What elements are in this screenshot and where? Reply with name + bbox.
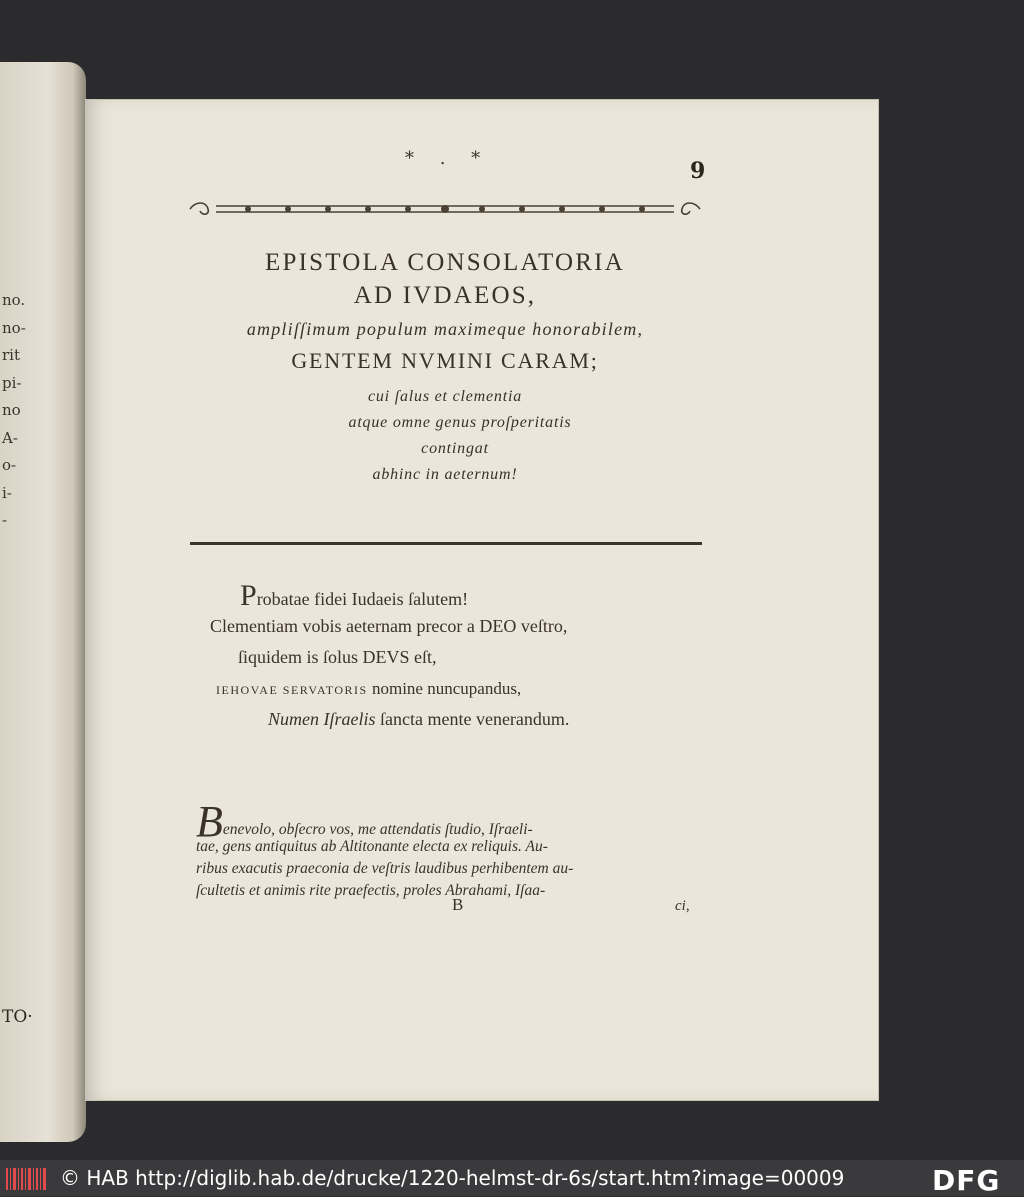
title-line: abhinc in aeternum! — [372, 466, 518, 483]
salutation-line — [210, 704, 700, 735]
salutation-block — [210, 580, 700, 735]
page-number: 9 — [690, 158, 706, 184]
salutation-line — [210, 580, 700, 611]
salutation-line: Clementiam vobis aeternam precor a DEO veſtro, — [210, 616, 568, 636]
body-text: enevolo, obſecro vos, me attendatis ſtudio, Iſraeli- — [222, 821, 533, 838]
italic-text: Numen Iſraelis — [268, 709, 376, 729]
ornament-band — [188, 200, 702, 218]
title-line: EPISTOLA CONSOLATORIA — [265, 249, 625, 276]
signature-mark: B — [452, 895, 464, 914]
left-page-edge — [0, 62, 86, 1142]
salutation-line — [210, 673, 700, 704]
title-line: GENTEM NVMINI CARAM; — [291, 348, 599, 373]
left-line: no- — [2, 318, 26, 337]
left-page-text — [2, 287, 62, 535]
body-line: ſcultetis et animis rite praefectis, proles Abrahami, Iſaa- — [196, 882, 546, 899]
title-line: atque omne genus proſperitatis — [348, 414, 572, 431]
body-line — [196, 792, 716, 846]
salutation-text: nomine nuncupandus, — [367, 679, 522, 698]
top-marks: * . * — [405, 148, 491, 169]
footer-bar — [0, 1160, 1024, 1196]
left-bottom-fragment: TO· — [2, 1007, 33, 1027]
title-line: AD IVDAEOS, — [353, 282, 537, 309]
salutation-text: robatae fidei Iudaeis ſalutem! — [256, 589, 469, 609]
left-line: A- — [2, 428, 18, 447]
catchword: ci, — [675, 898, 690, 914]
copyright-url: © HAB http://diglib.hab.de/drucke/1220-helmst-dr-6s/start.htm?image=00009 — [60, 1166, 845, 1190]
left-line: o- — [2, 456, 17, 474]
initial-letter: P — [240, 579, 257, 612]
left-line: - — [2, 511, 8, 529]
small-caps-text: IEHOVAE SERVATORIS — [216, 683, 368, 697]
salutation-text: ſancta mente venerandum. — [375, 709, 570, 729]
title-line: cui ſalus et clementia — [367, 388, 522, 405]
horizontal-rule — [190, 542, 702, 545]
left-line: rit — [2, 346, 20, 364]
left-line: no — [2, 401, 21, 419]
title-block — [160, 248, 730, 488]
body-paragraph — [196, 792, 716, 902]
barcode-icon — [6, 1168, 48, 1190]
body-line: ribus exacutis praeconia de veſtris laudibus perhibentem au- — [196, 860, 574, 877]
left-line: no. — [2, 291, 26, 309]
title-line: ampliſſimum populum maximeque honorabilem, — [246, 319, 644, 339]
body-line: tae, gens antiquitus ab Altitonante electa ex reliquis. Au- — [196, 838, 548, 855]
left-line: i- — [2, 483, 12, 502]
drop-cap: B — [196, 797, 223, 846]
title-line: contingat — [421, 440, 489, 457]
dfg-logo: DFG — [932, 1164, 1001, 1197]
salutation-line: ſiquidem is ſolus DEVS eſt, — [238, 647, 437, 667]
left-line: pi- — [2, 373, 22, 392]
